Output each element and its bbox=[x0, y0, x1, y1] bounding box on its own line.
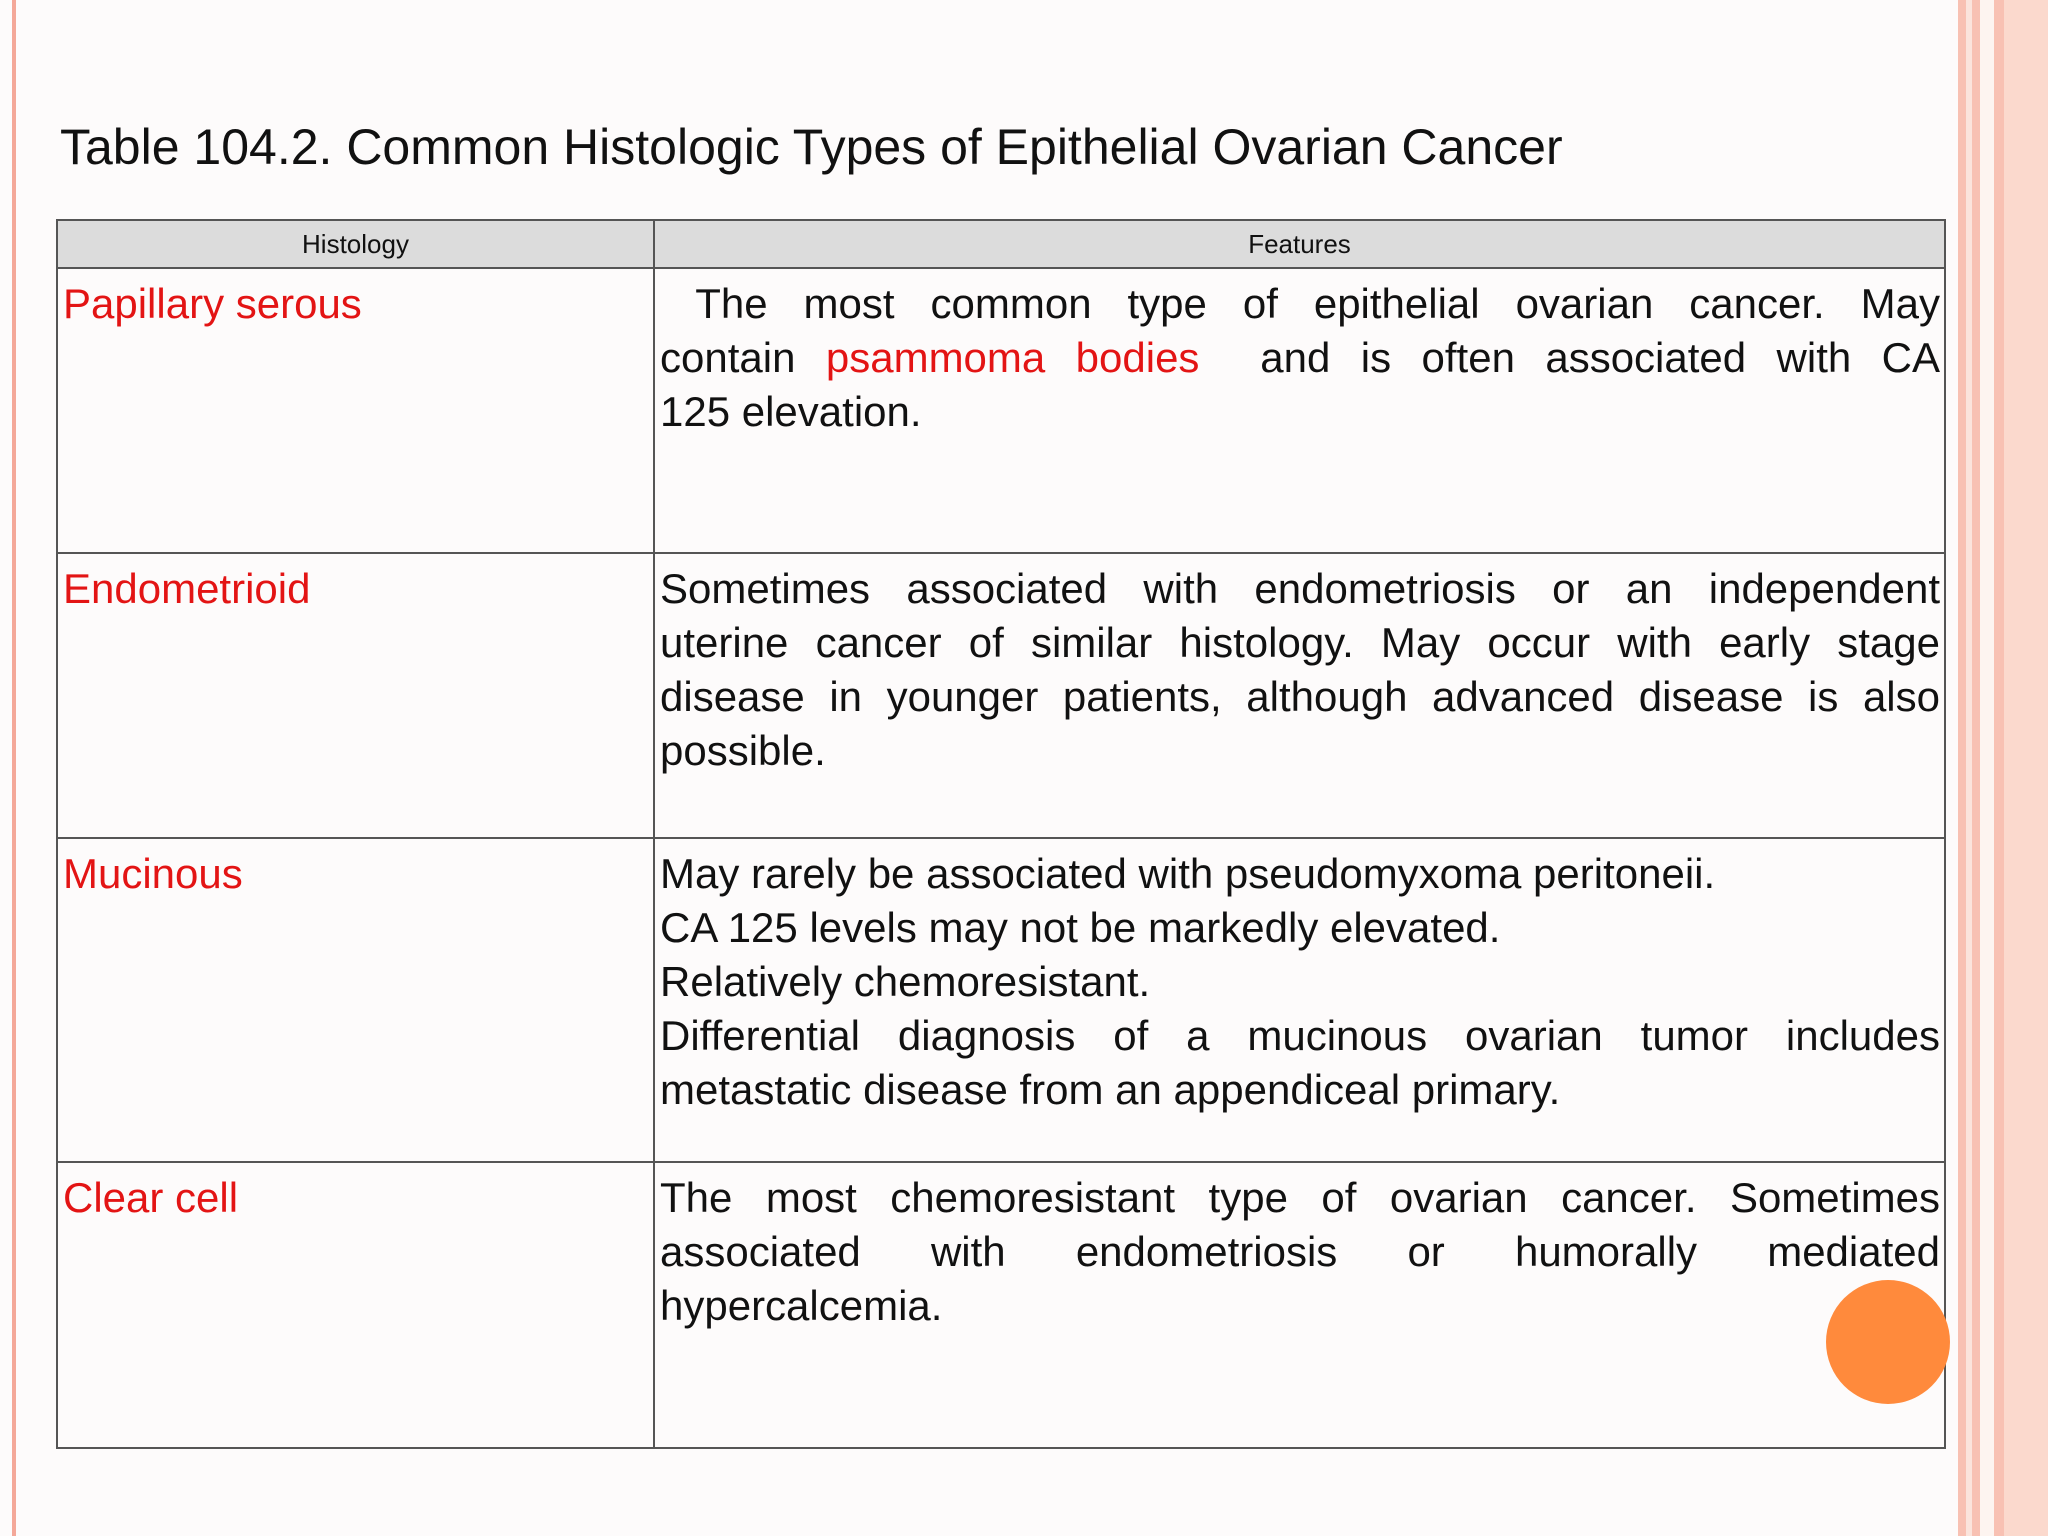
slide-title: Table 104.2. Common Histologic Types of Epithelial Ovarian Cancer bbox=[60, 119, 1563, 175]
features-line: hypercalcemia. bbox=[660, 1282, 943, 1329]
table-row bbox=[57, 838, 1945, 1162]
features-cell bbox=[654, 553, 1945, 838]
histology-table bbox=[56, 219, 1946, 1449]
features-line bbox=[660, 331, 1940, 385]
right-border-stripe bbox=[1980, 0, 1994, 1536]
features-line: Relatively chemoresistant. bbox=[660, 958, 1151, 1005]
table-row bbox=[57, 268, 1945, 553]
psammoma-bodies-highlight: psammoma bodies bbox=[825, 334, 1200, 381]
table-header-row bbox=[57, 220, 1945, 268]
table-row bbox=[57, 1162, 1945, 1448]
table-row bbox=[57, 553, 1945, 838]
left-decorative-rule bbox=[12, 0, 16, 1536]
features-line: Sometimes associated with endometriosis or an independent bbox=[660, 565, 1940, 612]
right-border-stripe bbox=[1972, 0, 1980, 1536]
features-cell bbox=[654, 838, 1945, 1162]
features-line: The most chemoresistant type of ovarian cancer. Sometimes bbox=[660, 1174, 1940, 1221]
features-line: metastatic disease from an appendiceal primary. bbox=[660, 1066, 1561, 1113]
features-line: associated with endometriosis or humorally mediated bbox=[660, 1228, 1940, 1275]
histology-cell: Papillary serous bbox=[57, 268, 654, 553]
features-cell bbox=[654, 1162, 1945, 1448]
orange-circle-decoration bbox=[1826, 1280, 1950, 1404]
features-text: and is often associated with CA bbox=[1199, 334, 1941, 381]
features-line: uterine cancer of similar histology. May occur with early stage bbox=[660, 619, 1940, 666]
histology-cell: Clear cell bbox=[57, 1162, 654, 1448]
column-header-features: Features bbox=[654, 220, 1945, 268]
features-line: possible. bbox=[660, 727, 826, 774]
histology-cell: Mucinous bbox=[57, 838, 654, 1162]
right-border-stripe bbox=[2004, 0, 2048, 1536]
features-cell bbox=[654, 268, 1945, 553]
features-text: contain bbox=[660, 334, 826, 381]
features-line: May rarely be associated with pseudomyxoma peritoneii. bbox=[660, 850, 1716, 897]
features-line: The most common type of epithelial ovarian cancer. May bbox=[660, 280, 1940, 327]
features-line: CA 125 levels may not be markedly elevated. bbox=[660, 904, 1501, 951]
column-header-histology: Histology bbox=[57, 220, 654, 268]
right-border-stripe bbox=[1958, 0, 1966, 1536]
histology-cell: Endometrioid bbox=[57, 553, 654, 838]
features-line: disease in younger patients, although advanced disease is also bbox=[660, 673, 1940, 720]
features-line: 125 elevation. bbox=[660, 388, 922, 435]
right-border-stripe bbox=[1994, 0, 2004, 1536]
features-line: Differential diagnosis of a mucinous ovarian tumor includes bbox=[660, 1012, 1940, 1059]
